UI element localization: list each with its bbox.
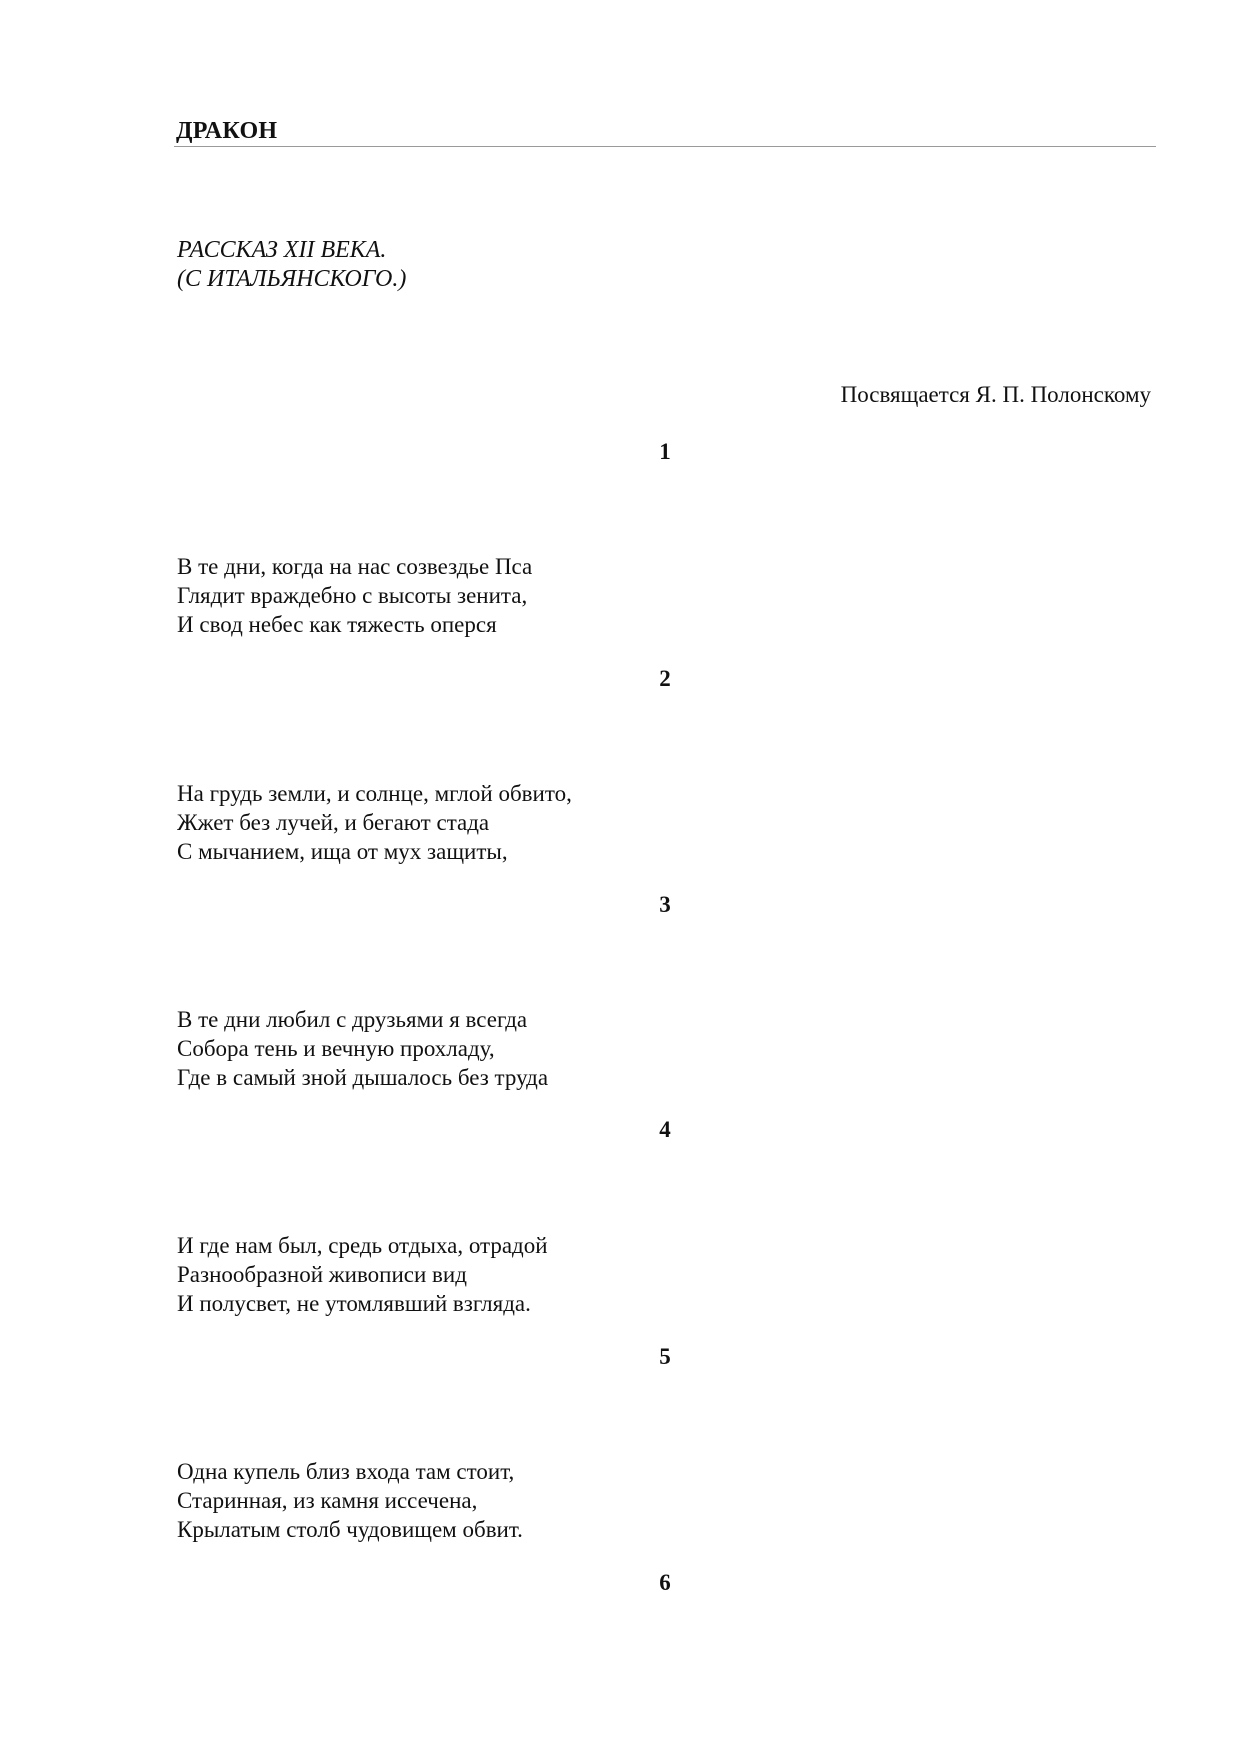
stanza-number: 2 xyxy=(659,666,671,691)
stanza-line: С мычанием, ища от мух защиты, xyxy=(177,839,508,864)
stanza-line: Крылатым столб чудовищем обвит. xyxy=(177,1517,523,1542)
stanza-line: И свод небес как тяжесть оперся xyxy=(177,612,497,637)
stanza xyxy=(177,552,532,639)
stanza-number: 6 xyxy=(659,1570,671,1595)
stanza xyxy=(177,1005,548,1092)
dedication: Посвящается Я. П. Полонскому xyxy=(840,382,1151,407)
stanza-line: Глядит враждебно с высоты зенита, xyxy=(177,583,528,608)
stanza-line: Собора тень и вечную прохладу, xyxy=(177,1036,495,1061)
stanza-line: Где в самый зной дышалось без труда xyxy=(177,1065,549,1090)
stanza-number: 1 xyxy=(659,439,671,464)
stanza-line: Одна купель близ входа там стоит, xyxy=(177,1459,515,1484)
subtitle-line: РАССКАЗ XII ВЕКА. xyxy=(177,237,387,263)
stanza-line: И полусвет, не утомлявший взгляда. xyxy=(177,1291,531,1316)
title-rule xyxy=(174,146,1156,147)
stanza-line: Разнообразной живописи вид xyxy=(177,1262,467,1287)
stanza-line: Старинная, из камня иссечена, xyxy=(177,1488,478,1513)
stanza xyxy=(177,1231,548,1318)
stanza-number: 5 xyxy=(659,1344,671,1369)
stanza-line: В те дни любил с друзьями я всегда xyxy=(177,1007,528,1032)
subtitle-line: (С ИТАЛЬЯНСКОГО.) xyxy=(177,266,407,292)
stanza-line: В те дни, когда на нас созвездье Пса xyxy=(177,554,533,579)
stanza-line: На грудь земли, и солнце, мглой обвито, xyxy=(177,781,572,806)
subtitle xyxy=(177,236,406,294)
stanza xyxy=(177,779,572,866)
stanza xyxy=(177,1457,523,1544)
stanza-number: 3 xyxy=(659,892,671,917)
stanza-line: Жжет без лучей, и бегают стада xyxy=(177,810,490,835)
page-title: ДРАКОН xyxy=(176,118,278,144)
stanza-line: И где нам был, средь отдыха, отрадой xyxy=(177,1233,548,1258)
stanza-number: 4 xyxy=(659,1117,671,1142)
